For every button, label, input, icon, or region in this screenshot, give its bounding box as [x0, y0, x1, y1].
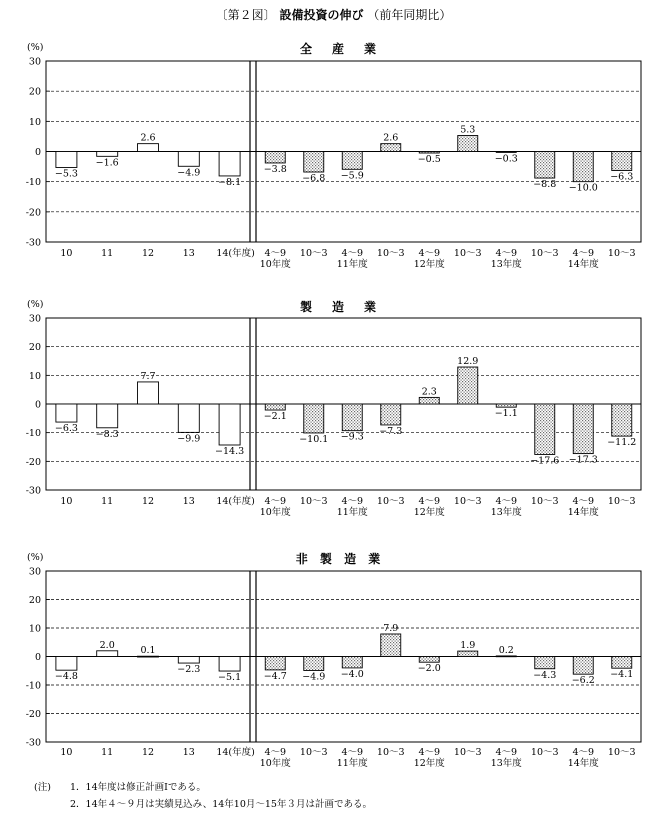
note-row-1 — [34, 779, 372, 796]
data-label: 7.9 — [383, 622, 399, 634]
x-category-sublabel: 12年度 — [413, 758, 445, 769]
x-category-label: 4〜9 — [418, 248, 441, 259]
x-category-sublabel: 11年度 — [336, 507, 368, 518]
x-category-label: 12 — [141, 496, 155, 507]
bar-half — [458, 367, 478, 404]
bar-annual — [56, 657, 77, 671]
x-category-label: 10〜3 — [376, 248, 405, 259]
bar-half — [496, 152, 516, 153]
data-label: −8.3 — [95, 428, 119, 440]
data-label: −9.9 — [177, 433, 201, 445]
data-label: 2.0 — [99, 639, 115, 651]
bar-half — [535, 657, 555, 669]
data-label: −4.8 — [54, 671, 78, 683]
x-category-label: 4〜9 — [418, 747, 441, 758]
bar-annual — [178, 152, 199, 167]
bar-half — [573, 404, 593, 454]
notes-head: (注) — [34, 782, 51, 793]
data-label: 0.1 — [140, 645, 156, 657]
bar-half — [458, 136, 478, 152]
y-tick-label: -20 — [25, 456, 41, 468]
bar-half — [265, 657, 285, 670]
x-category-sublabel: 10年度 — [259, 507, 291, 518]
note-item-2: 2．14年４〜９月は実績見込み、14年10月〜15年３月は計画である。 — [70, 799, 372, 810]
x-category-label: 10〜3 — [530, 496, 559, 507]
data-label: −1.1 — [494, 408, 518, 420]
y-tick-label: -10 — [25, 428, 41, 440]
bar-half — [342, 152, 362, 170]
bar-half — [381, 404, 401, 425]
data-label: −2.1 — [263, 411, 287, 423]
y-tick-label: 20 — [28, 342, 41, 354]
bar-half — [535, 404, 555, 454]
figure-subtitle: （前年同期比） — [367, 8, 452, 22]
x-category-label: 14(年度) — [216, 496, 255, 507]
x-category-sublabel: 11年度 — [336, 259, 368, 270]
bar-half — [573, 152, 593, 182]
bar-half — [612, 152, 632, 171]
x-category-label: 4〜9 — [264, 248, 287, 259]
data-label: −4.9 — [177, 167, 201, 179]
bar-half — [342, 657, 362, 668]
x-category-label: 12 — [141, 747, 155, 758]
data-label: −10.0 — [568, 182, 598, 194]
x-category-label: 10〜3 — [530, 248, 559, 259]
data-label: −6.3 — [610, 171, 634, 183]
bar-annual — [178, 404, 199, 432]
chart-panel-1 — [26, 41, 641, 270]
x-category-label: 10 — [60, 248, 73, 259]
y-tick-label: -20 — [25, 207, 41, 219]
x-category-label: 10〜3 — [299, 248, 328, 259]
x-category-label: 4〜9 — [264, 747, 287, 758]
x-category-label: 14(年度) — [216, 248, 255, 259]
data-label: 2.6 — [383, 132, 399, 144]
x-category-label: 4〜9 — [495, 496, 518, 507]
data-label: −7.3 — [379, 425, 403, 437]
x-category-label: 10〜3 — [453, 747, 482, 758]
note-row-2 — [34, 796, 372, 813]
y-tick-label: 10 — [28, 623, 41, 635]
y-tick-label: -30 — [25, 485, 41, 497]
data-label: −4.9 — [302, 671, 326, 683]
y-tick-label: 20 — [28, 86, 41, 98]
chart-panel-3 — [26, 551, 641, 769]
x-category-label: 10〜3 — [530, 747, 559, 758]
x-category-label: 10〜3 — [607, 496, 636, 507]
bar-annual — [97, 152, 118, 157]
bar-annual — [219, 404, 240, 445]
bar-half — [496, 404, 516, 407]
bar-half — [573, 657, 593, 675]
x-category-label: 4〜9 — [341, 496, 364, 507]
y-tick-label: 30 — [28, 313, 41, 325]
y-unit-label: (%) — [27, 299, 44, 310]
x-category-label: 10〜3 — [607, 747, 636, 758]
x-category-label: 10〜3 — [453, 248, 482, 259]
x-category-sublabel: 13年度 — [490, 507, 522, 518]
y-tick-label: -10 — [25, 680, 41, 692]
x-category-label: 4〜9 — [495, 248, 518, 259]
data-label: −10.1 — [299, 433, 329, 445]
x-category-label: 10〜3 — [607, 248, 636, 259]
bar-half — [304, 657, 324, 671]
chart-panel-2 — [26, 299, 641, 518]
bar-half — [304, 404, 324, 433]
data-label: −4.7 — [263, 670, 287, 682]
x-category-label: 11 — [101, 747, 114, 758]
chart-title: 全 産 業 — [299, 42, 381, 56]
data-label: 2.6 — [140, 132, 156, 144]
x-category-label: 13 — [182, 248, 195, 259]
y-tick-label: -30 — [25, 737, 41, 749]
data-label: −1.6 — [95, 157, 119, 169]
y-tick-label: -30 — [25, 237, 41, 249]
data-label: −2.0 — [417, 663, 441, 675]
bar-half — [612, 404, 632, 436]
bar-annual — [178, 657, 199, 664]
y-tick-label: 20 — [28, 595, 41, 606]
x-category-label: 13 — [182, 747, 195, 758]
figure-title-text: 設備投資の伸び — [279, 8, 364, 22]
x-category-label: 14(年度) — [216, 747, 255, 758]
data-label: −0.3 — [494, 153, 518, 165]
x-category-sublabel: 10年度 — [259, 259, 291, 270]
bar-annual — [138, 144, 159, 152]
data-label: −11.2 — [607, 437, 637, 449]
data-label: −9.3 — [340, 431, 364, 443]
bar-annual — [56, 152, 77, 168]
bar-annual — [97, 404, 118, 428]
x-category-label: 4〜9 — [572, 747, 595, 758]
bar-half — [458, 651, 478, 656]
x-category-label: 10 — [60, 747, 73, 758]
data-label: −5.9 — [340, 170, 364, 182]
y-tick-label: -10 — [25, 177, 41, 189]
chart-title: 製 造 業 — [299, 300, 381, 314]
bar-half — [419, 397, 439, 404]
x-category-label: 11 — [101, 248, 114, 259]
data-label: 12.9 — [457, 356, 479, 368]
data-label: −8.1 — [218, 176, 242, 188]
data-label: −17.3 — [568, 454, 598, 466]
note-item-1: 1．14年度は修正計画Ⅰである。 — [70, 782, 206, 793]
data-label: −2.3 — [177, 664, 201, 676]
bar-annual — [219, 152, 240, 176]
x-category-sublabel: 13年度 — [490, 259, 522, 270]
x-category-label: 4〜9 — [341, 747, 364, 758]
data-label: 7.7 — [140, 370, 156, 382]
data-label: −14.3 — [215, 445, 245, 457]
data-label: −17.6 — [530, 455, 560, 467]
data-label: −8.8 — [533, 179, 557, 191]
x-category-sublabel: 10年度 — [259, 758, 291, 769]
y-tick-label: 0 — [34, 399, 41, 411]
bar-annual — [219, 657, 240, 672]
data-label: −4.0 — [340, 668, 364, 680]
y-tick-label: 0 — [34, 652, 41, 663]
data-label: −6.3 — [54, 423, 78, 435]
x-category-label: 4〜9 — [572, 248, 595, 259]
x-category-label: 10〜3 — [376, 747, 405, 758]
y-tick-label: 30 — [28, 56, 41, 68]
data-label: −6.8 — [302, 173, 326, 185]
data-label: −5.1 — [218, 672, 242, 684]
x-category-label: 4〜9 — [495, 747, 518, 758]
data-label: −0.5 — [417, 154, 441, 166]
bar-half — [535, 152, 555, 179]
data-label: −4.1 — [610, 669, 634, 681]
x-category-label: 13 — [182, 496, 195, 507]
x-category-sublabel: 14年度 — [567, 259, 599, 270]
bar-annual — [56, 404, 77, 422]
x-category-label: 10〜3 — [299, 747, 328, 758]
x-category-label: 4〜9 — [264, 496, 287, 507]
y-tick-label: 10 — [28, 370, 41, 382]
data-label: 0.2 — [498, 644, 514, 656]
x-category-label: 10〜3 — [376, 496, 405, 507]
data-label: 5.3 — [460, 124, 476, 136]
x-category-sublabel: 14年度 — [567, 758, 599, 769]
bar-half — [419, 657, 439, 663]
data-label: −3.8 — [263, 163, 287, 175]
x-category-label: 10〜3 — [299, 496, 328, 507]
data-label: −4.3 — [533, 669, 557, 681]
bar-half — [612, 657, 632, 669]
y-unit-label: (%) — [27, 42, 44, 53]
notes — [34, 779, 372, 813]
figure-label: 〔第２図〕 — [215, 8, 276, 22]
bar-half — [265, 404, 285, 410]
x-category-sublabel: 14年度 — [567, 507, 599, 518]
y-tick-label: -20 — [25, 709, 41, 720]
data-label: −5.3 — [54, 168, 78, 180]
bar-annual — [97, 651, 118, 657]
y-tick-label: 10 — [28, 116, 41, 128]
bar-half — [342, 404, 362, 431]
bar-annual — [138, 656, 159, 657]
bar-half — [496, 656, 516, 657]
x-category-label: 4〜9 — [341, 248, 364, 259]
chart-title: 非 製 造 業 — [295, 552, 385, 566]
bar-half — [304, 152, 324, 173]
y-tick-label: 0 — [34, 147, 41, 158]
x-category-label: 11 — [101, 496, 114, 507]
bar-half — [265, 152, 285, 163]
x-category-sublabel: 12年度 — [413, 507, 445, 518]
x-category-label: 10 — [60, 496, 73, 507]
x-category-sublabel: 12年度 — [413, 259, 445, 270]
bar-half — [381, 144, 401, 152]
data-label: 1.9 — [460, 640, 476, 652]
data-label: 2.3 — [421, 386, 437, 398]
x-category-label: 10〜3 — [453, 496, 482, 507]
x-category-sublabel: 11年度 — [336, 758, 368, 769]
bar-annual — [138, 382, 159, 404]
y-tick-label: 30 — [28, 566, 41, 578]
bar-half — [419, 152, 439, 154]
y-unit-label: (%) — [27, 552, 44, 563]
x-category-label: 12 — [141, 248, 155, 259]
x-category-sublabel: 13年度 — [490, 758, 522, 769]
bar-half — [381, 634, 401, 657]
x-category-label: 4〜9 — [418, 496, 441, 507]
data-label: −6.2 — [571, 675, 595, 687]
x-category-label: 4〜9 — [572, 496, 595, 507]
